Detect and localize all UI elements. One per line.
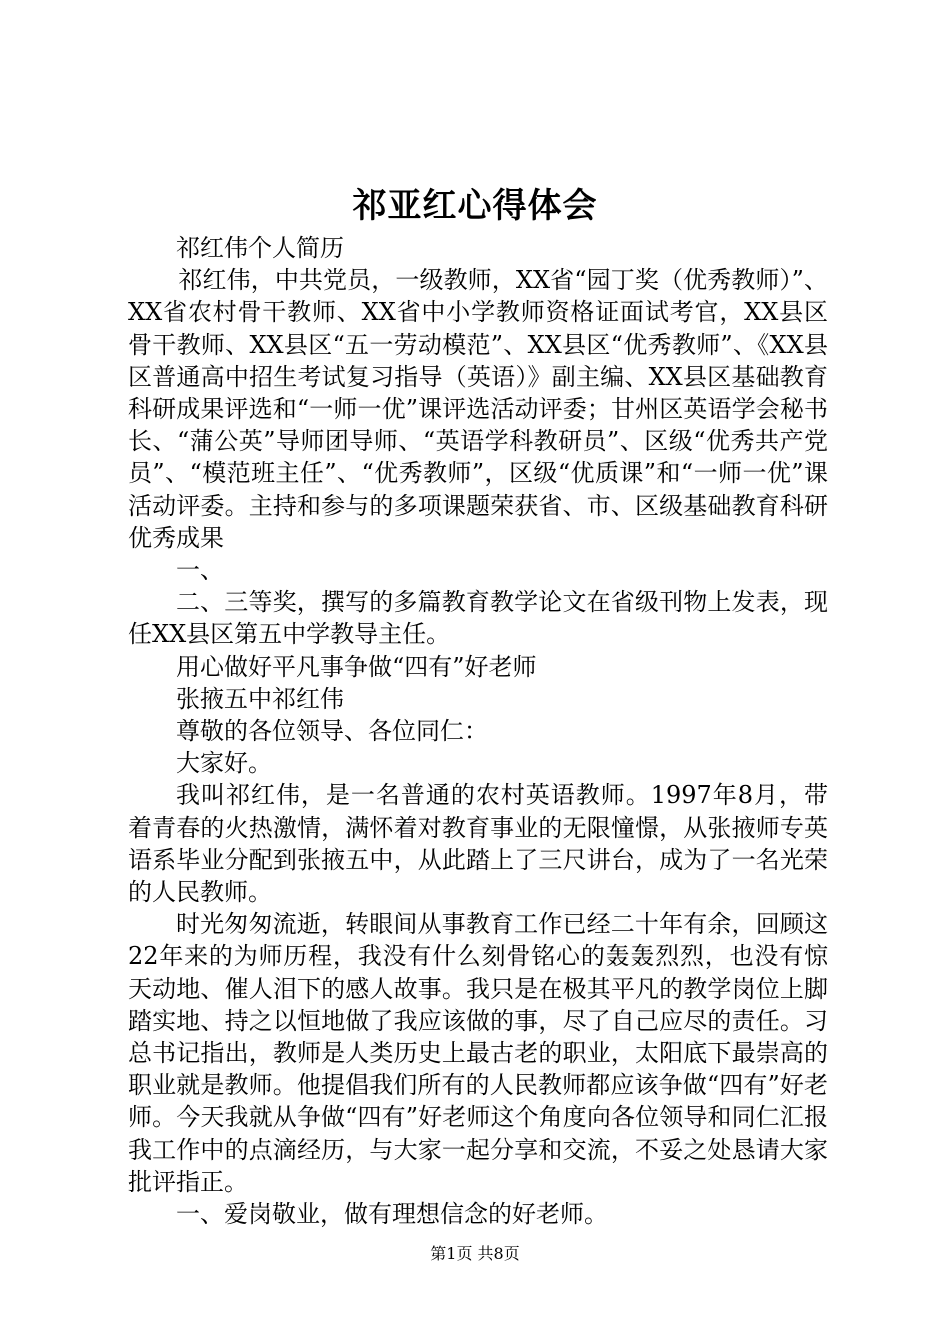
paragraph-speech-title: 用心做好平凡事争做“四有”好老师 (176, 652, 537, 681)
paragraph-award-continued: 二、三等奖，撰写的多篇教育教学论文在省级刊物上发表，现任XX县区第五中学教导主任。 (128, 588, 828, 649)
paragraph-resume-body: 祁红伟，中共党员，一级教师，XX省“园丁奖（优秀教师）”、XX省农村骨干教师、XX省中小学教师资格证面试考官，XX县区骨干教师、XX县区“五一劳动模范”、XX县区“优秀教师”、《XX县区普通高中招生考试复习指导（英语）》副主编、XX县区基础教育科研成果评选和“一师一优”课评选活动评委；甘州区英语学会秘书长、“蒲公英”导师团导师、“英语学科教研员”、区级“优秀共产党员”、“模范班主任”、“优秀教师”，区级“优质课”和“一师一优”课活动评委。主持和参与的多项课题荣获省、市、区级基础教育科研优秀成果 (128, 266, 828, 552)
paragraph-greeting: 大家好。 (176, 749, 272, 778)
paragraph-list-marker: 一、 (176, 556, 224, 585)
paragraph-resume-heading: 祁红伟个人简历 (176, 234, 344, 262)
document-title: 祁亚红心得体会 (352, 186, 598, 226)
document-body (128, 232, 828, 1230)
paragraph-section-heading: 一、爱岗敬业，做有理想信念的好老师。 (176, 1200, 608, 1229)
page-footer: 第1页 共8页 (430, 1244, 520, 1263)
paragraph-speaker: 张掖五中祁红伟 (176, 684, 344, 713)
paragraph-introduction: 我叫祁红伟，是一名普通的农村英语教师。1997年8月，带着青春的火热激情，满怀着对教育事业的无限憧憬，从张掖师专英语系毕业分配到张掖五中，从此踏上了三尺讲台，成为了一名光荣的人民教师。 (128, 781, 828, 907)
paragraph-career-reflection: 时光匆匆流逝，转眼间从事教育工作已经二十年有余，回顾这22年来的为师历程，我没有什么刻骨铭心的轰轰烈烈，也没有惊天动地、催人泪下的感人故事。我只是在极其平凡的教学岗位上脚踏实地、持之以恒地做了我应该做的事，尽了自己应尽的责任。习总书记指出，教师是人类历史上最古老的职业，太阳底下最崇高的职业就是教师。他提倡我们所有的人民教师都应该争做“四有”好老师。今天我就从争做“四有”好老师这个角度向各位领导和同仁汇报我工作中的点滴经历，与大家一起分享和交流，不妥之处恳请大家批评指正。 (128, 910, 828, 1196)
paragraph-salutation: 尊敬的各位领导、各位同仁： (176, 717, 488, 746)
